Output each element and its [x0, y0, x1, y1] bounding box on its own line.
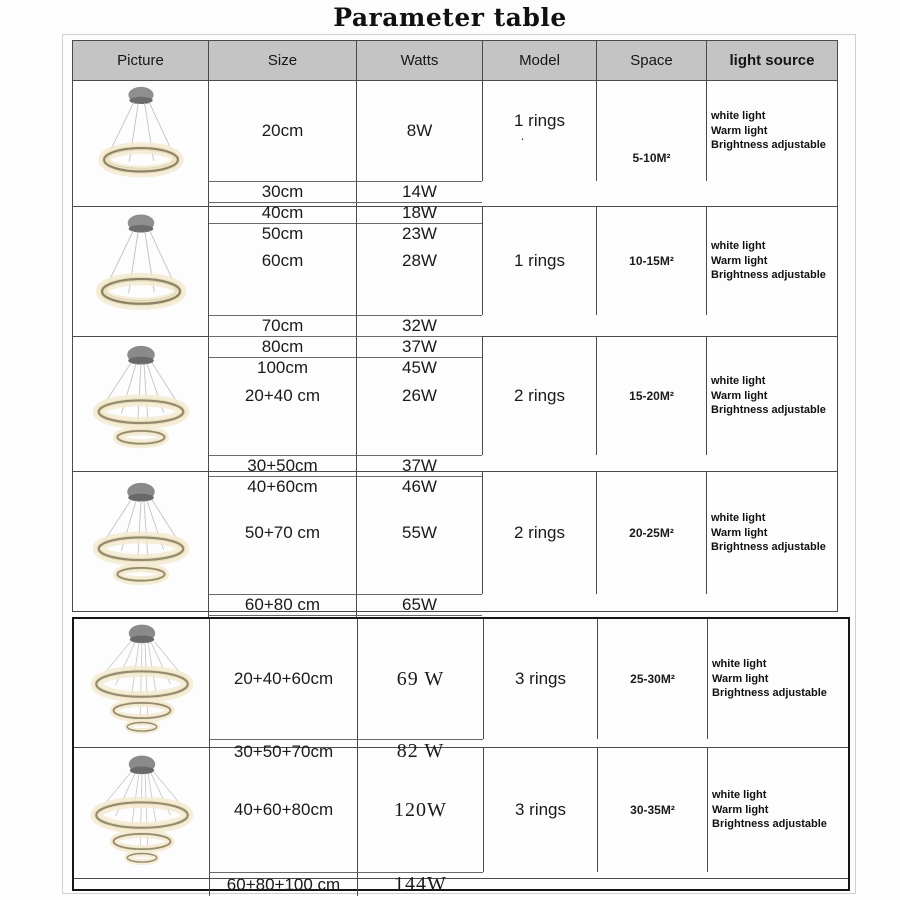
model-value: 2 rings: [513, 523, 566, 542]
size-cell: 50+70 cm: [208, 472, 356, 594]
table-row-group-2: [73, 206, 837, 377]
model-cell: [483, 748, 597, 872]
model-value: 2 rings: [513, 386, 566, 405]
watts-cell: 37W: [356, 455, 482, 476]
page-title: Parameter table: [333, 3, 567, 32]
watts-cell: 69 W: [357, 619, 483, 739]
table-row-group-5: [74, 619, 848, 762]
parameter-table-upper: [72, 40, 838, 612]
light-line: Warm light: [711, 254, 768, 267]
light-line: Brightness adjustable: [711, 404, 826, 417]
header-model: Model: [482, 41, 596, 80]
space-cell: 15-20M²: [596, 337, 706, 455]
watts-cell: 65W: [356, 594, 482, 615]
picture-cell: [73, 472, 208, 594]
watts-cell: 45W: [356, 357, 482, 378]
watts-cell: 28W: [356, 207, 482, 315]
model-value: 3 rings: [514, 669, 567, 688]
watts-cell: 26W: [356, 337, 482, 455]
size-cell: 20+40+60cm: [209, 619, 357, 739]
light-line: white light: [712, 788, 767, 801]
size-cell: 60cm: [208, 207, 356, 315]
model-cell: [482, 207, 596, 315]
space-cell: 5-10M²: [596, 81, 706, 181]
light-line: Warm light: [711, 526, 768, 539]
light-line: Warm light: [712, 672, 769, 685]
model-value: 1 rings: [513, 111, 566, 130]
light-line: white light: [711, 109, 766, 122]
light-line: Brightness adjustable: [712, 687, 827, 700]
size-cell: 20+40 cm: [208, 337, 356, 455]
table-header-row: [73, 41, 837, 81]
model-cell: [482, 337, 596, 455]
pendant-lamp-1-ring-image: [87, 81, 195, 181]
header-space: Space: [596, 41, 706, 80]
light-source-cell: [707, 748, 848, 872]
model-cell: [482, 472, 596, 594]
picture-cell: [74, 619, 209, 739]
size-cell: 70cm: [208, 315, 356, 336]
light-source-cell: [706, 207, 837, 315]
pendant-lamp-3-ring-image: [81, 748, 203, 872]
light-source-cell: [707, 619, 848, 739]
light-line: Warm light: [711, 389, 768, 402]
watts-cell: 55W: [356, 472, 482, 594]
light-line: Warm light: [712, 803, 769, 816]
light-line: Warm light: [711, 124, 768, 137]
light-source-cell: [706, 472, 837, 594]
model-value: 3 rings: [514, 800, 567, 819]
parameter-table-lower: [72, 617, 850, 895]
watts-cell: 8W: [356, 81, 482, 181]
model-cell: [483, 619, 597, 739]
size-cell: 60+80 cm: [208, 594, 356, 615]
header-watts: Watts: [356, 41, 482, 80]
watts-cell: 46W: [356, 476, 482, 497]
light-line: Brightness adjustable: [711, 269, 826, 282]
space-cell: 25-30M²: [597, 619, 707, 739]
size-cell: 80cm: [208, 336, 356, 357]
light-source-cell: [706, 81, 837, 181]
size-cell: 30cm: [208, 181, 356, 202]
picture-cell: [73, 81, 208, 181]
size-cell: 30+50+70cm: [209, 739, 357, 763]
pendant-lamp-3-ring-image: [81, 619, 203, 739]
watts-cell: 14W: [356, 181, 482, 202]
space-cell: 10-15M²: [596, 207, 706, 315]
watts-cell: 18W: [356, 202, 482, 223]
size-cell: 40+60cm: [208, 476, 356, 497]
size-cell: 40+60+80cm: [209, 748, 357, 872]
light-line: white light: [711, 511, 766, 524]
model-value: 1 rings: [513, 251, 566, 270]
light-line: white light: [711, 374, 766, 387]
size-cell: 50cm: [208, 223, 356, 244]
header-size: Size: [208, 41, 356, 80]
light-line: white light: [711, 239, 766, 252]
pendant-lamp-2-ring-image: [82, 337, 200, 455]
header-picture: Picture: [117, 52, 164, 69]
light-line: Brightness adjustable: [712, 818, 827, 831]
model-cell: [482, 81, 596, 181]
size-cell: 40cm: [208, 202, 356, 223]
size-cell: 100cm: [208, 357, 356, 378]
picture-cell: [74, 748, 209, 872]
picture-cell: [73, 337, 208, 455]
table-row-group-3: [73, 336, 837, 496]
pendant-lamp-2-ring-image: [82, 472, 200, 594]
size-cell: 60+80+100 cm: [209, 872, 357, 896]
watts-cell: 82 W: [357, 739, 483, 763]
light-line: Brightness adjustable: [711, 541, 826, 554]
picture-cell: [73, 207, 208, 315]
pendant-lamp-1-ring-image: [84, 207, 198, 315]
watts-cell: 37W: [356, 336, 482, 357]
light-line: Brightness adjustable: [711, 139, 826, 152]
watts-cell: 144W: [357, 872, 483, 896]
watts-cell: 120W: [357, 748, 483, 872]
watts-cell: 23W: [356, 223, 482, 244]
table-row-group-4: [73, 471, 837, 614]
size-cell: 20cm: [208, 81, 356, 181]
header-light-source: light source: [706, 41, 837, 80]
table-row-group-1: [73, 81, 837, 243]
model-mark: ·: [520, 131, 525, 146]
watts-cell: 32W: [356, 315, 482, 336]
size-cell: 30+50cm: [208, 455, 356, 476]
light-line: white light: [712, 657, 767, 670]
light-source-cell: [706, 337, 837, 455]
table-row-group-6: [74, 747, 848, 895]
space-cell: 30-35M²: [597, 748, 707, 872]
space-cell: 20-25M²: [596, 472, 706, 594]
